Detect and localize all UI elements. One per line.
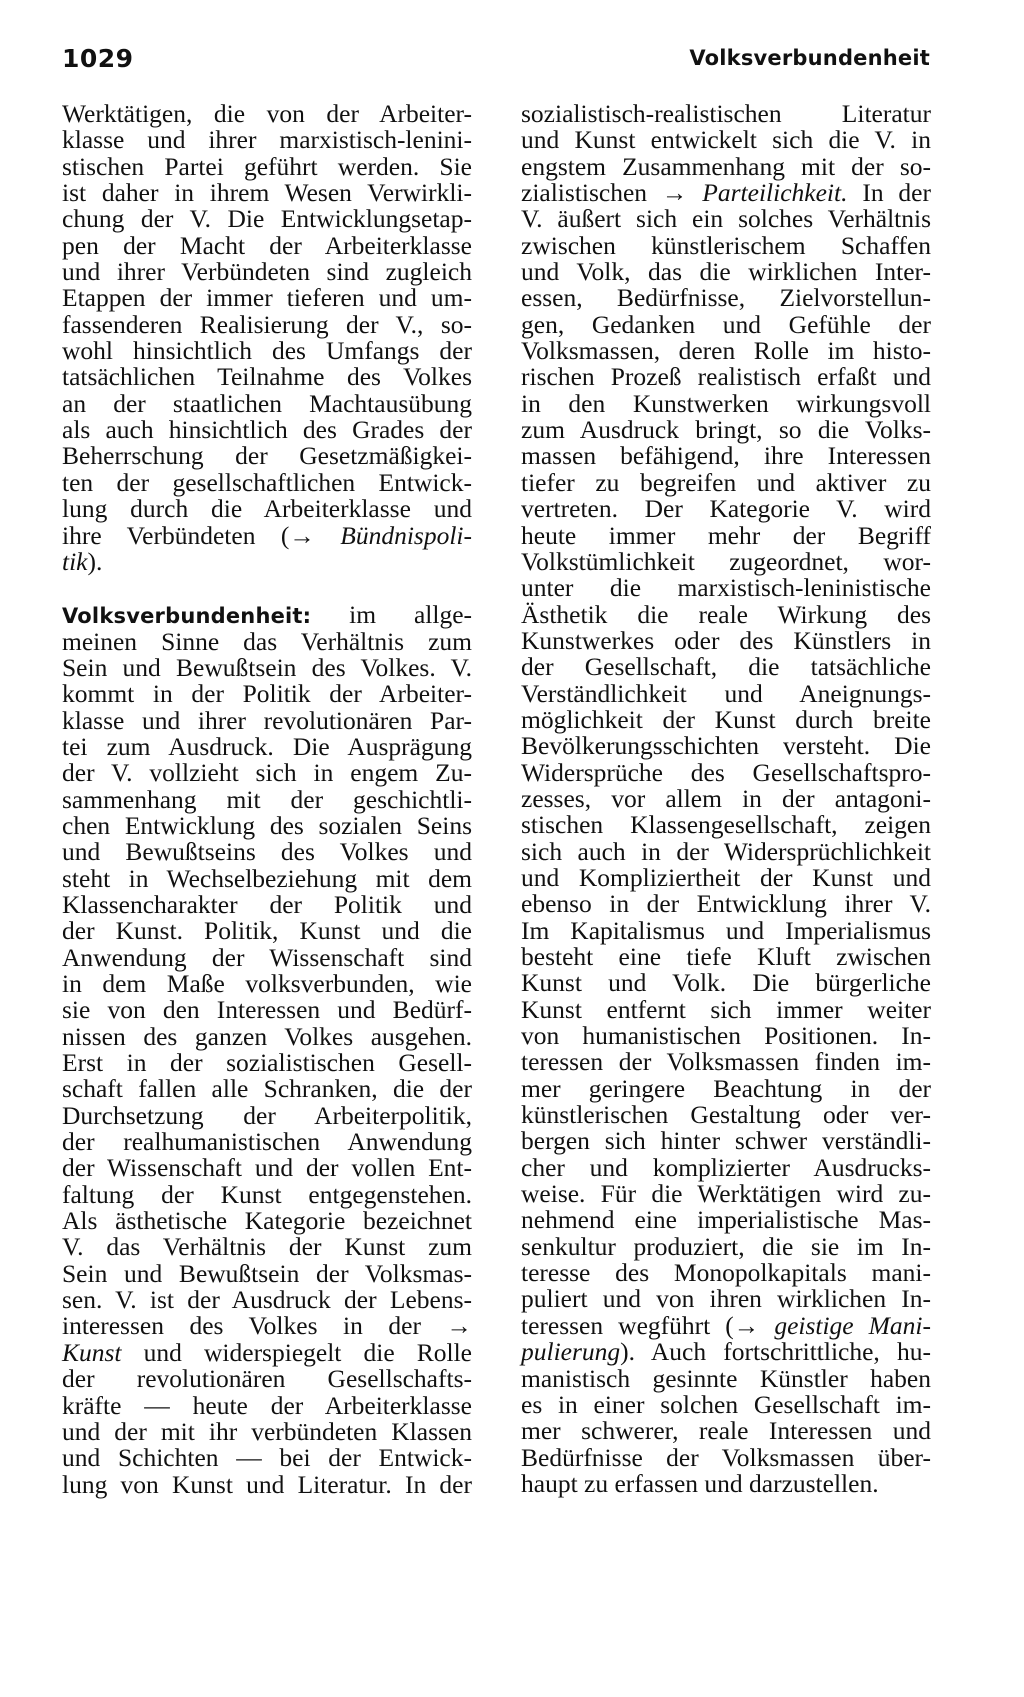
text-line: steht in Wechselbeziehung mit dem bbox=[62, 863, 472, 893]
text-line: fassenderen Realisierung der V., so- bbox=[62, 309, 472, 339]
text-line: Sein und Bewußtsein des Volkes. V. bbox=[62, 652, 472, 682]
text-line: der Gesellschaft, die tatsächliche bbox=[521, 652, 931, 682]
left-lines-c bbox=[62, 1366, 472, 1498]
text-line: Kunst und Volk. Die bürgerliche bbox=[521, 968, 931, 998]
text-line: Kunst entfernt sich immer weiter bbox=[521, 994, 931, 1024]
entry-headword: Volksverbundenheit: bbox=[62, 604, 312, 629]
text-span: zialistischen → bbox=[521, 178, 703, 208]
text-line: nehmend eine imperialistische Mas- bbox=[521, 1205, 931, 1235]
text-line: unter die marxistisch-leninistische bbox=[521, 573, 931, 603]
text-line: wohl hinsichtlich des Umfangs der bbox=[62, 336, 472, 366]
cross-reference[interactable]: tik bbox=[62, 546, 88, 576]
text-span: ). bbox=[87, 546, 103, 576]
text-line: und Volk, das die wirklichen Inter- bbox=[521, 257, 931, 287]
text-line bbox=[521, 180, 931, 206]
text-line: teresse des Monopolkapitals mani- bbox=[521, 1258, 931, 1288]
text-line: Werktätigen, die von der Arbeiter- bbox=[62, 99, 472, 128]
text-line: Etappen der immer tieferen und um- bbox=[62, 283, 472, 313]
text-line: an der staatlichen Machtausübung bbox=[62, 388, 472, 418]
text-line: nissen des ganzen Volkes ausgehen. bbox=[62, 1021, 472, 1051]
text-line: Sein und Bewußtsein der Volksmas- bbox=[62, 1258, 472, 1288]
text-line: Erst in der sozialistischen Gesell- bbox=[62, 1048, 472, 1078]
text-line: Kunstwerkes oder des Künstlers in bbox=[521, 625, 931, 655]
text-line: engstem Zusammenhang mit der so- bbox=[521, 151, 931, 181]
text-line: ihre Verbündeten (→ Bündnispoli- bbox=[62, 520, 472, 550]
text-line: sammenhang mit der geschichtli- bbox=[62, 784, 472, 814]
text-line: vertreten. Der Kategorie V. wird bbox=[521, 494, 931, 524]
text-line: interessen des Volkes in der → bbox=[62, 1311, 472, 1341]
text-line: der Wissenschaft und der vollen Ent- bbox=[62, 1153, 472, 1183]
text-line: und Kompliziertheit der Kunst und bbox=[521, 862, 931, 892]
text-line: der revolutionären Gesellschafts- bbox=[62, 1364, 472, 1394]
cross-reference[interactable]: Kunst bbox=[62, 1337, 122, 1367]
text-line: stischen Klassengesellschaft, zeigen bbox=[521, 810, 931, 840]
left-lines-a bbox=[62, 101, 472, 549]
cross-reference[interactable]: pulierung bbox=[521, 1337, 621, 1367]
text-line: zum Ausdruck bringt, so die Volks- bbox=[521, 415, 931, 445]
running-head: Volksverbundenheit bbox=[689, 46, 930, 70]
entry-headline bbox=[62, 602, 472, 628]
text-line: tatsächlichen Teilnahme des Volkes bbox=[62, 362, 472, 392]
text-line: künstlerischen Gestaltung oder ver- bbox=[521, 1100, 931, 1130]
text-line: manistisch gesinnte Künstler haben bbox=[521, 1363, 931, 1393]
text-line bbox=[521, 1339, 931, 1365]
page-header bbox=[62, 44, 930, 84]
text-span: und widerspiegelt die Rolle bbox=[121, 1337, 472, 1367]
text-line: tiefer zu begreifen und aktiver zu bbox=[521, 467, 931, 497]
text-line: kräfte — heute der Arbeiterklasse bbox=[62, 1390, 472, 1420]
text-line: der Kunst. Politik, Kunst und die bbox=[62, 916, 472, 946]
page-number: 1029 bbox=[62, 44, 134, 73]
text-line: stischen Partei geführt werden. Sie bbox=[62, 151, 472, 181]
text-line: Volksmassen, deren Rolle im histo- bbox=[521, 336, 931, 366]
text-line: haupt zu erfassen und darzustellen. bbox=[521, 1468, 879, 1498]
left-lines-b bbox=[62, 626, 472, 1341]
text-line: puliert und von ihren wirklichen In- bbox=[521, 1284, 931, 1314]
text-line: mer geringere Beachtung in der bbox=[521, 1073, 931, 1103]
text-line: der V. vollzieht sich in engem Zu- bbox=[62, 758, 472, 788]
text-line: sie von den Interessen und Bedürf- bbox=[62, 995, 472, 1025]
text-line: lung von Kunst und Literatur. In der bbox=[62, 1469, 472, 1499]
left-column bbox=[62, 101, 472, 1498]
text-line: Bevölkerungsschichten versteht. Die bbox=[521, 731, 931, 761]
text-line: und Kunst entwickelt sich die V. in bbox=[521, 125, 931, 155]
right-lines-b bbox=[521, 206, 931, 1312]
text-line: ebenso in der Entwicklung ihrer V. bbox=[521, 889, 931, 919]
text-line: möglichkeit der Kunst durch breite bbox=[521, 704, 931, 734]
cross-reference[interactable]: Parteilichkeit. bbox=[702, 178, 848, 208]
text-span: ). Auch fortschrittliche, hu- bbox=[620, 1337, 931, 1367]
text-span: im allge- bbox=[311, 600, 472, 630]
text-line: senkultur produziert, die sie im In- bbox=[521, 1231, 931, 1261]
text-line: Widersprüche des Gesellschaftspro- bbox=[521, 757, 931, 787]
text-span: In der bbox=[847, 178, 931, 208]
text-line: klasse und ihrer revolutionären Par- bbox=[62, 705, 472, 735]
text-line: klasse und ihrer marxistisch-lenini- bbox=[62, 125, 472, 155]
text-line: und Schichten — bei der Entwick- bbox=[62, 1443, 472, 1473]
text-line: ten der gesellschaftlichen Entwick- bbox=[62, 467, 472, 497]
text-line: chung der V. Die Entwicklungsetap- bbox=[62, 204, 472, 234]
text-line: Als ästhetische Kategorie bezeichnet bbox=[62, 1206, 472, 1236]
text-line: in dem Maße volksverbunden, wie bbox=[62, 969, 472, 998]
text-line: es in einer solchen Gesellschaft im- bbox=[521, 1389, 931, 1419]
text-line: chen Entwicklung des sozialen Seins bbox=[62, 810, 472, 840]
text-line: und Bewußtseins des Volkes und bbox=[62, 837, 472, 867]
cross-reference[interactable]: Bündnispoli- bbox=[340, 520, 472, 550]
text-line: sich auch in der Widersprüchlichkeit bbox=[521, 836, 931, 866]
text-line bbox=[521, 1310, 931, 1340]
text-line: mer schwerer, reale Interessen und bbox=[521, 1416, 931, 1446]
text-line: Im Kapitalismus und Imperialismus bbox=[521, 915, 931, 945]
cross-reference[interactable]: geistige Mani- bbox=[774, 1310, 931, 1340]
text-line: gen, Gedanken und Gefühle der bbox=[521, 309, 931, 339]
text-line: Klassencharakter der Politik und bbox=[62, 889, 472, 919]
text-line: kommt in der Politik der Arbeiter- bbox=[62, 679, 472, 709]
text-line: Verständlichkeit und Aneignungs- bbox=[521, 678, 931, 708]
text-line: zwischen künstlerischem Schaffen bbox=[521, 230, 931, 260]
text-line: sozialistisch-realistischen Literatur bbox=[521, 99, 931, 128]
text-line: weise. Für die Werktätigen wird zu- bbox=[521, 1179, 931, 1209]
text-line: Volkstümlichkeit zugeordnet, wor- bbox=[521, 546, 931, 576]
right-lines-a bbox=[521, 101, 931, 180]
text-line: bergen sich hinter schwer verständli- bbox=[521, 1126, 931, 1156]
text-line: Durchsetzung der Arbeiterpolitik, bbox=[62, 1100, 472, 1130]
text-line: cher und komplizierter Ausdrucks- bbox=[521, 1152, 931, 1182]
text-line: in den Kunstwerken wirkungsvoll bbox=[521, 388, 931, 418]
text-line: ist daher in ihrem Wesen Verwirkli- bbox=[62, 178, 472, 208]
text-line: faltung der Kunst entgegenstehen. bbox=[62, 1179, 472, 1209]
text-line: zesses, vor allem in der antagoni- bbox=[521, 783, 931, 813]
text-line: und ihrer Verbündeten sind zugleich bbox=[62, 257, 472, 287]
text-line: Ästhetik die reale Wirkung des bbox=[521, 599, 931, 629]
text-line: besteht eine tiefe Kluft zwischen bbox=[521, 942, 931, 971]
text-line: V. äußert sich ein solches Verhältnis bbox=[521, 204, 931, 234]
text-line: und der mit ihr verbündeten Klassen bbox=[62, 1416, 472, 1446]
text-line: schaft fallen alle Schranken, die der bbox=[62, 1074, 472, 1104]
text-line: Bedürfnisse der Volksmassen über- bbox=[521, 1442, 931, 1472]
text-line: Anwendung der Wissenschaft sind bbox=[62, 942, 472, 972]
text-line: V. das Verhältnis der Kunst zum bbox=[62, 1232, 472, 1262]
right-lines-c bbox=[521, 1363, 931, 1498]
text-line: tei zum Ausdruck. Die Ausprägung bbox=[62, 731, 472, 761]
text-line bbox=[62, 546, 472, 576]
text-line: rischen Prozeß realistisch erfaßt und bbox=[521, 362, 931, 392]
text-line: Beherrschung der Gesetzmäßigkei- bbox=[62, 441, 472, 471]
text-span: teressen wegführt (→ bbox=[521, 1310, 775, 1340]
text-line: als auch hinsichtlich des Grades der bbox=[62, 415, 472, 445]
text-line: der realhumanistischen Anwendung bbox=[62, 1127, 472, 1157]
text-line: heute immer mehr der Begriff bbox=[521, 520, 931, 550]
text-line: lung durch die Arbeiterklasse und bbox=[62, 494, 472, 524]
text-line: sen. V. ist der Ausdruck der Lebens- bbox=[62, 1285, 472, 1315]
text-line: teressen der Volksmassen finden im- bbox=[521, 1047, 931, 1077]
paragraph-gap bbox=[62, 575, 472, 602]
text-line: meinen Sinne das Verhältnis zum bbox=[62, 626, 472, 656]
right-column bbox=[521, 101, 931, 1497]
text-line bbox=[62, 1337, 472, 1367]
text-line: von humanistischen Positionen. In- bbox=[521, 1021, 931, 1051]
text-line: pen der Macht der Arbeiterklasse bbox=[62, 230, 472, 260]
text-line: essen, Bedürfnisse, Zielvorstellun- bbox=[521, 283, 931, 313]
text-line: massen befähigend, ihre Interessen bbox=[521, 441, 931, 471]
